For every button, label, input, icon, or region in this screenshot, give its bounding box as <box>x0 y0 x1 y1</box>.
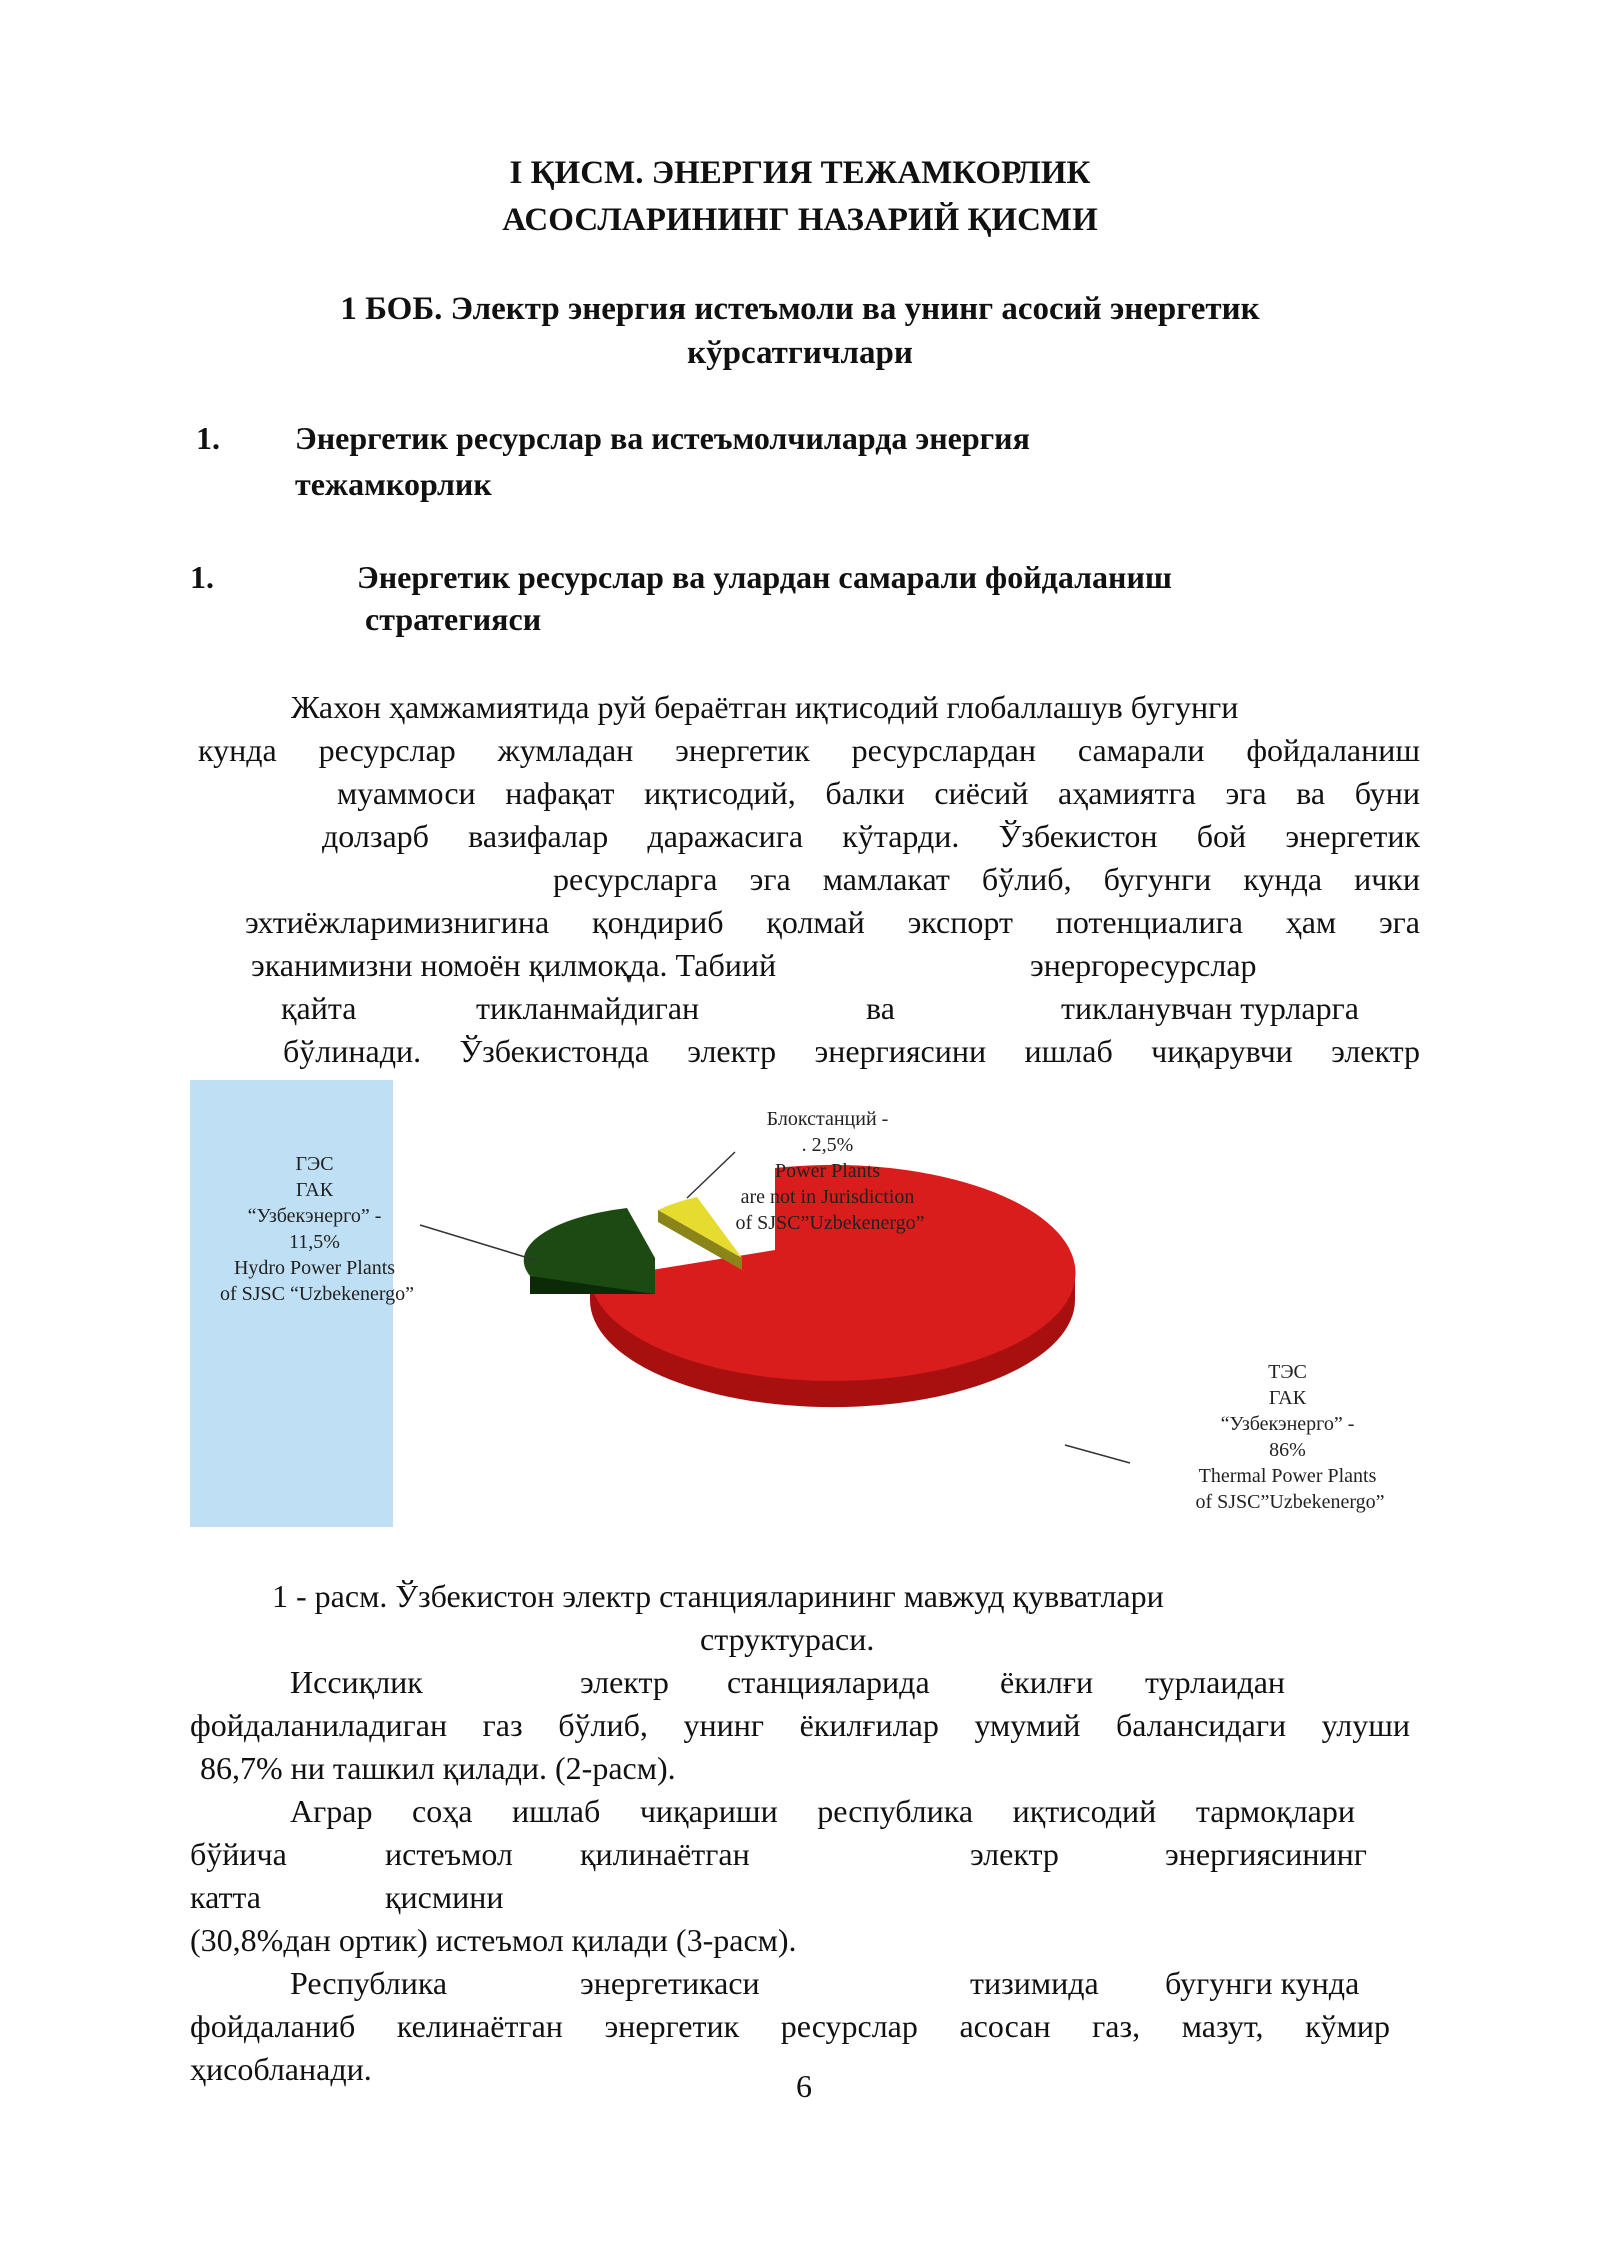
hydro-leader-line <box>420 1225 535 1260</box>
paragraph2-line1-word5: турлаидан <box>1145 1664 1286 1700</box>
paragraph3-line2-word4: электр <box>970 1836 1059 1872</box>
hydro-label-line6: of SJSC “Uzbekenergo” <box>219 1283 415 1305</box>
paragraph4-line1-word4: бугунги кунда <box>1165 1965 1360 2001</box>
chapter-title-line2: кўрсатгичлари <box>687 335 913 371</box>
section1-title-line1: Энергетик ресурслар ва истеъмолчиларда энергия <box>295 420 1030 456</box>
page-number: 6 <box>796 2068 812 2104</box>
pie-chart <box>190 1080 1415 1527</box>
paragraph2-line1-word3: станцияларида <box>727 1664 930 1700</box>
paragraph1-line5: ресурсларга эга мамлакат бўлиб, бугунги кунда ички <box>553 861 1420 897</box>
paragraph2-line1-word1: Иссиқлик <box>290 1664 423 1700</box>
paragraph3-line3-word2: қисмини <box>385 1879 504 1915</box>
thermal-leader-line <box>1065 1445 1130 1463</box>
thermal-label-line5: Thermal Power Plants <box>1198 1465 1377 1487</box>
paragraph2-line2: фойдаланиладиган газ бўлиб, унинг ёкилғилар умумий балансидаги улуши <box>190 1707 1410 1743</box>
paragraph1-line3: муаммоси нафақат иқтисодий, балки сиёсий аҳамиятга эга ва буни <box>337 775 1420 811</box>
section2-title-line2: стратегияси <box>365 601 542 637</box>
paragraph2-line1-word4: ёкилғи <box>1000 1664 1094 1700</box>
thermal-label-line3: “Узбекэнерго” - <box>1220 1413 1355 1435</box>
paragraph1-line9: бўлинади. Ўзбекистонда электр энергиясини ишлаб чиқарувчи электр <box>283 1033 1420 1069</box>
section1-number: 1. <box>196 420 220 456</box>
blockstation-label-line1: Блокстанций - <box>766 1108 889 1130</box>
paragraph1-line7-end: энергоресурслар <box>1030 947 1257 983</box>
thermal-label-line6: of SJSC”Uzbekenergo” <box>1195 1491 1385 1513</box>
paragraph1-line2: кунда ресурслар жумладан энергетик ресурслардан самарали фойдаланиш <box>198 732 1420 768</box>
paragraph1-line4: долзарб вазифалар даражасига кўтарди. Ўзбекистон бой энергетик <box>322 818 1420 854</box>
part-title-line1: I ҚИСМ. ЭНЕРГИЯ ТЕЖАМКОРЛИК <box>509 155 1091 191</box>
paragraph3-line3-word1: катта <box>190 1879 261 1915</box>
blockstation-label-line2: . 2,5% <box>801 1134 854 1156</box>
paragraph2-line1-word2: электр <box>580 1664 669 1700</box>
paragraph4-line1-word3: тизимида <box>970 1965 1099 2001</box>
part-title-line2: АСОСЛАРИНИНГ НАЗАРИЙ ҚИСМИ <box>502 202 1098 238</box>
hydro-label-line3: “Узбекэнерго” - <box>247 1205 382 1227</box>
blockstation-label-line4: are not in Jurisdiction <box>740 1186 915 1208</box>
blockstation-label-line3: Power Plants <box>775 1160 880 1182</box>
paragraph1-line8-word1: қайта <box>281 990 357 1026</box>
figure-caption-line2: структураси. <box>700 1621 875 1657</box>
paragraph3-line2-word1: бўйича <box>190 1836 287 1872</box>
paragraph4-line3: ҳисобланади. <box>190 2051 372 2087</box>
section2-title-line1: Энергетик ресурслар ва улардан самарали фойдаланиш <box>357 559 1172 595</box>
thermal-label-line2: ГАК <box>1268 1387 1307 1409</box>
thermal-label-line4: 86% <box>1269 1439 1306 1461</box>
paragraph4-line1-word1: Республика <box>290 1965 448 2001</box>
paragraph3-line2-word2: истеъмол <box>385 1836 513 1872</box>
thermal-label-line1: ТЭС <box>1268 1361 1307 1383</box>
hydro-label-line4: 11,5% <box>289 1231 340 1253</box>
paragraph3-line2-word3: қилинаётган <box>580 1836 750 1872</box>
paragraph1-line8-word2: тикланмайдиган <box>476 990 700 1026</box>
paragraph1-line1: Жахон ҳамжамиятида руй бераётган иқтисодий глобаллашув бугунги <box>291 689 1239 725</box>
thermal-label <box>1195 1361 1384 1513</box>
pie-chart-figure <box>190 1080 1415 1527</box>
paragraph1-line7: эканимизни номоён қилмоқда. Табиий <box>251 947 777 983</box>
blockstation-label-line5: of SJSC”Uzbekenergo” <box>735 1212 925 1234</box>
paragraph2-line3: 86,7% ни ташкил қилади. (2-расм). <box>200 1750 676 1786</box>
hydro-label-line5: Hydro Power Plants <box>233 1257 396 1279</box>
paragraph1-line8-word4: тикланувчан турларга <box>1061 990 1359 1026</box>
blockstation-leader-line <box>687 1152 735 1198</box>
hydro-label-line1: ГЭС <box>295 1153 334 1175</box>
paragraph4-line2: фойдаланиб келинаётган энергетик ресурслар асосан газ, мазут, кўмир <box>190 2008 1390 2044</box>
paragraph1-line6: эхтиёжларимизнигина қондириб қолмай экспорт потенциалига ҳам эга <box>245 904 1420 940</box>
paragraph4-line1-word2: энергетикаси <box>580 1965 760 2001</box>
chapter-title-line1: 1 БОБ. Электр энергия истеъмоли ва унинг асосий энергетик <box>340 291 1260 327</box>
paragraph3-line2-word5: энергиясининг <box>1165 1836 1367 1872</box>
paragraph3-line4: (30,8%дан ортик) истеъмол қилади (3-расм). <box>190 1922 797 1958</box>
section1-title-line2: тежамкорлик <box>295 466 492 502</box>
paragraph1-line8-word3: ва <box>866 990 895 1026</box>
hydro-label-line2: ГАК <box>295 1179 334 1201</box>
section2-number: 1. <box>190 559 214 595</box>
paragraph3-line1: Аграр соҳа ишлаб чиқариши республика иқтисодий тармоқлари <box>290 1793 1355 1829</box>
figure-caption-line1: 1 - расм. Ўзбекистон электр станцияларининг мавжуд қувватлари <box>272 1578 1164 1614</box>
